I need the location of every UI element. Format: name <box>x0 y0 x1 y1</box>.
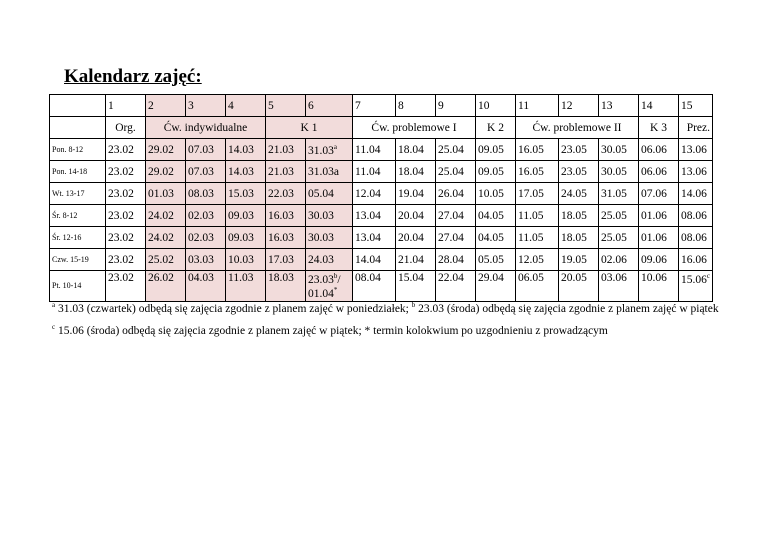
cell-value: 12.04 <box>355 187 381 200</box>
cell-value: 23.02 <box>108 253 134 266</box>
col-number: 1 <box>106 95 146 117</box>
cell-value: 13.04 <box>355 231 381 244</box>
table-cell <box>266 183 306 205</box>
table-row <box>50 227 713 249</box>
table-cell <box>679 183 713 205</box>
section-org: Org. <box>106 117 146 139</box>
table-cell <box>436 139 476 161</box>
cell-value: 02.03 <box>188 209 214 222</box>
cell-value: 24.02 <box>148 231 174 244</box>
section-cw-problemowe-2: Ćw. problemowe II <box>516 117 639 139</box>
table-cell <box>559 139 599 161</box>
table-cell <box>396 161 436 183</box>
table-cell <box>226 205 266 227</box>
cell-value: 09.03 <box>228 209 254 222</box>
table-cell <box>516 139 559 161</box>
section-prez: Prez. <box>679 117 713 139</box>
table-cell <box>266 161 306 183</box>
table-cell <box>226 183 266 205</box>
table-row <box>50 139 713 161</box>
table-cell <box>516 227 559 249</box>
cell-value: 11.05 <box>518 231 544 244</box>
footnote-mark-a: a <box>52 301 56 309</box>
schedule-table <box>49 94 713 302</box>
cell-value: 10.06 <box>641 272 667 284</box>
col-number: 13 <box>599 95 639 117</box>
table-cell <box>599 205 639 227</box>
cell-value: 05.05 <box>478 253 504 266</box>
table-cell <box>266 249 306 271</box>
table-cell <box>106 227 146 249</box>
cell-value: 03.06 <box>601 272 627 284</box>
table-cell <box>516 183 559 205</box>
col-number: 2 <box>146 95 186 117</box>
table-cell <box>516 249 559 271</box>
row-day-label: Pt. 10-14 <box>50 271 106 302</box>
table-cell <box>436 227 476 249</box>
cell-separator: / <box>337 273 341 286</box>
footnote-line-2 <box>52 318 719 340</box>
cell-value: 31.03a <box>308 165 339 178</box>
col-number: 10 <box>476 95 516 117</box>
table-cell <box>106 161 146 183</box>
cell-value: 17.05 <box>518 187 544 200</box>
cell-value: 16.03 <box>268 231 294 244</box>
table-cell <box>353 161 396 183</box>
footnote-line-1 <box>52 296 719 318</box>
table-row <box>50 161 713 183</box>
section-k2: K 2 <box>476 117 516 139</box>
table-cell <box>226 161 266 183</box>
table-cell <box>396 205 436 227</box>
cell-value: 25.04 <box>438 165 464 178</box>
col-number: 15 <box>679 95 713 117</box>
cell-value: 10.05 <box>478 187 504 200</box>
table-cell <box>186 227 226 249</box>
table-cell <box>186 161 226 183</box>
cell-value: 10.03 <box>228 253 254 266</box>
cell-value: 08.04 <box>355 272 381 284</box>
table-cell <box>186 249 226 271</box>
cell-value: 09.05 <box>478 165 504 178</box>
cell-value: 24.02 <box>148 209 174 222</box>
cell-value: 30.05 <box>601 165 627 178</box>
footnote-ref: c <box>706 272 710 280</box>
table-cell <box>266 227 306 249</box>
table-cell <box>186 183 226 205</box>
row-day-label: Śr. 12-16 <box>50 227 106 249</box>
cell-value: 30.03 <box>308 209 334 222</box>
table-cell <box>146 227 186 249</box>
col-number: 3 <box>186 95 226 117</box>
cell-value: 20.05 <box>561 272 587 284</box>
cell-value: 08.03 <box>188 187 214 200</box>
cell-value: 06.06 <box>641 165 667 178</box>
cell-value: 29.02 <box>148 165 174 178</box>
cell-value: 14.03 <box>228 165 254 178</box>
table-cell <box>306 227 353 249</box>
cell-value: 04.05 <box>478 231 504 244</box>
header-corner <box>50 117 106 139</box>
table-cell <box>306 183 353 205</box>
cell-value: 27.04 <box>438 231 464 244</box>
cell-value: 01.03 <box>148 187 174 200</box>
table-cell <box>559 227 599 249</box>
cell-value: 24.03 <box>308 253 334 266</box>
table-cell <box>476 249 516 271</box>
table-cell <box>599 139 639 161</box>
cell-value: 13.04 <box>355 209 381 222</box>
footnote-text-a: 31.03 (czwartek) odbędą się zajęcia zgodnie z planem zajęć w poniedziałek; <box>55 302 412 315</box>
cell-value: 21.03 <box>268 143 294 156</box>
cell-value: 23.05 <box>561 143 587 156</box>
page-title: Kalendarz zajęć: <box>64 66 202 87</box>
table-cell <box>306 161 353 183</box>
cell-value: 29.04 <box>478 272 504 284</box>
table-cell <box>639 249 679 271</box>
cell-value: 25.05 <box>601 231 627 244</box>
header-row-sections <box>50 117 713 139</box>
cell-value: 04.03 <box>188 272 214 284</box>
table-cell <box>639 183 679 205</box>
table-cell <box>226 139 266 161</box>
table-cell <box>476 205 516 227</box>
footnote-mark-b: b <box>411 301 416 309</box>
col-number: 14 <box>639 95 679 117</box>
table-cell <box>353 183 396 205</box>
table-cell <box>516 161 559 183</box>
footnote-mark-c: c <box>52 322 56 331</box>
cell-value: 21.04 <box>398 253 424 266</box>
cell-value: 18.05 <box>561 231 587 244</box>
table-cell <box>266 205 306 227</box>
cell-value: 15.06 <box>681 273 707 286</box>
header-corner <box>50 95 106 117</box>
table-cell <box>226 227 266 249</box>
cell-value: 02.03 <box>188 231 214 244</box>
table-cell <box>306 249 353 271</box>
cell-value: 26.04 <box>438 187 464 200</box>
cell-value: 26.02 <box>148 272 174 284</box>
cell-value: 27.04 <box>438 209 464 222</box>
cell-value: 16.05 <box>518 143 544 156</box>
cell-value: 21.03 <box>268 165 294 178</box>
cell-value: 08.06 <box>681 231 707 244</box>
cell-value: 06.05 <box>518 272 544 284</box>
table-cell <box>146 249 186 271</box>
table-cell <box>599 249 639 271</box>
table-cell <box>559 161 599 183</box>
col-number: 6 <box>306 95 353 117</box>
row-day-label: Pon. 14-18 <box>50 161 106 183</box>
footnote-ref: b <box>333 272 338 280</box>
table-cell <box>679 205 713 227</box>
row-day-label: Śr. 8-12 <box>50 205 106 227</box>
cell-value: 23.02 <box>108 209 134 222</box>
cell-value: 09.06 <box>641 253 667 266</box>
col-number: 5 <box>266 95 306 117</box>
cell-value: 13.06 <box>681 143 707 156</box>
table-row <box>50 183 713 205</box>
table-cell <box>476 161 516 183</box>
table-cell <box>639 161 679 183</box>
cell-value: 16.03 <box>268 209 294 222</box>
cell-value: 18.05 <box>561 209 587 222</box>
table-cell <box>306 205 353 227</box>
table-cell <box>599 227 639 249</box>
col-number: 9 <box>436 95 476 117</box>
cell-value: 28.04 <box>438 253 464 266</box>
cell-value: 25.02 <box>148 253 174 266</box>
footnote-ref: * <box>333 285 338 294</box>
cell-value: 30.05 <box>601 143 627 156</box>
cell-value: 14.03 <box>228 143 254 156</box>
table-cell <box>396 227 436 249</box>
table-cell <box>106 249 146 271</box>
table-cell <box>106 183 146 205</box>
table-cell <box>476 139 516 161</box>
cell-value: 17.03 <box>268 253 294 266</box>
cell-value: 11.04 <box>355 143 381 156</box>
table-cell <box>436 205 476 227</box>
table-cell <box>226 249 266 271</box>
table-cell <box>306 139 353 161</box>
cell-value: 06.06 <box>641 143 667 156</box>
cell-value: 19.05 <box>561 253 587 266</box>
table-cell <box>476 183 516 205</box>
cell-value: 19.04 <box>398 187 424 200</box>
footnote-ref: a <box>333 142 337 151</box>
cell-value: 07.03 <box>188 165 214 178</box>
cell-value: 05.04 <box>308 187 334 200</box>
table-cell <box>639 205 679 227</box>
cell-value: 18.04 <box>398 143 424 156</box>
table-cell <box>146 139 186 161</box>
cell-value: 11.05 <box>518 209 544 222</box>
cell-value: 15.04 <box>398 272 424 284</box>
col-number: 7 <box>353 95 396 117</box>
section-cw-problemowe-1: Ćw. problemowe I <box>353 117 476 139</box>
cell-value: 11.04 <box>355 165 381 178</box>
table-cell <box>146 161 186 183</box>
cell-value: 23.02 <box>108 231 134 244</box>
section-cw-indywidualne: Ćw. indywidualne <box>146 117 266 139</box>
row-day-label: Wt. 13-17 <box>50 183 106 205</box>
row-day-label: Pon. 8-12 <box>50 139 106 161</box>
col-number: 12 <box>559 95 599 117</box>
footnote-text-b: 23.03 (środa) odbędą się zajęcia zgodnie z planem zajęć w piątek <box>415 302 719 315</box>
header-row-numbers <box>50 95 713 117</box>
table-cell <box>353 227 396 249</box>
cell-value: 22.04 <box>438 272 464 284</box>
table-cell <box>396 139 436 161</box>
cell-value-line2: 01.04 <box>308 287 334 300</box>
cell-value: 14.04 <box>355 253 381 266</box>
table-cell <box>353 249 396 271</box>
cell-value: 23.02 <box>108 165 134 178</box>
table-cell <box>599 183 639 205</box>
cell-value: 20.04 <box>398 209 424 222</box>
table-cell <box>516 205 559 227</box>
table-cell <box>436 161 476 183</box>
table-cell <box>679 227 713 249</box>
table-cell <box>639 139 679 161</box>
table-cell <box>679 161 713 183</box>
table-cell <box>679 139 713 161</box>
cell-value: 15.03 <box>228 187 254 200</box>
cell-value: 23.02 <box>108 272 134 284</box>
cell-value: 02.06 <box>601 253 627 266</box>
cell-value: 23.02 <box>108 143 134 156</box>
cell-value: 11.03 <box>228 272 254 284</box>
cell-value: 25.04 <box>438 143 464 156</box>
table-cell <box>353 139 396 161</box>
section-k1: K 1 <box>266 117 353 139</box>
footnotes <box>52 296 719 340</box>
cell-value: 18.03 <box>268 272 294 284</box>
table-cell <box>639 227 679 249</box>
cell-value: 01.06 <box>641 209 667 222</box>
cell-value: 18.04 <box>398 165 424 178</box>
table-cell <box>476 227 516 249</box>
cell-value: 24.05 <box>561 187 587 200</box>
cell-value: 23.05 <box>561 165 587 178</box>
table-cell <box>679 249 713 271</box>
cell-value: 07.06 <box>641 187 667 200</box>
table-cell <box>353 205 396 227</box>
col-number: 8 <box>396 95 436 117</box>
cell-value: 14.06 <box>681 187 707 200</box>
table-cell <box>146 205 186 227</box>
cell-value: 25.05 <box>601 209 627 222</box>
table-cell <box>186 205 226 227</box>
table-cell <box>436 183 476 205</box>
cell-value: 16.06 <box>681 253 707 266</box>
table-row <box>50 249 713 271</box>
cell-value: 30.03 <box>308 231 334 244</box>
cell-value: 09.05 <box>478 143 504 156</box>
cell-value: 09.03 <box>228 231 254 244</box>
cell-value: 12.05 <box>518 253 544 266</box>
cell-value: 31.05 <box>601 187 627 200</box>
footnote-text-c: 15.06 (środa) odbędą się zajęcia zgodnie z planem zajęć w piątek; * termin kolokwium po uzgodnieniu z prowadzącym <box>55 324 608 337</box>
table-cell <box>559 183 599 205</box>
section-k3: K 3 <box>639 117 679 139</box>
table-cell <box>559 249 599 271</box>
table-cell <box>559 205 599 227</box>
table-cell <box>599 161 639 183</box>
table-cell <box>266 139 306 161</box>
table-cell <box>436 249 476 271</box>
cell-value: 22.03 <box>268 187 294 200</box>
cell-value: 31.03 <box>308 144 334 157</box>
cell-value: 23.03 <box>308 273 334 286</box>
table-cell <box>396 249 436 271</box>
table-row <box>50 205 713 227</box>
row-day-label: Czw. 15-19 <box>50 249 106 271</box>
col-number: 4 <box>226 95 266 117</box>
cell-value: 29.02 <box>148 143 174 156</box>
table-cell <box>106 139 146 161</box>
cell-value: 04.05 <box>478 209 504 222</box>
cell-value: 13.06 <box>681 165 707 178</box>
table-cell <box>396 183 436 205</box>
cell-value: 20.04 <box>398 231 424 244</box>
table-cell <box>106 205 146 227</box>
cell-value: 03.03 <box>188 253 214 266</box>
cell-value: 23.02 <box>108 187 134 200</box>
cell-value: 08.06 <box>681 209 707 222</box>
table-cell <box>186 139 226 161</box>
col-number: 11 <box>516 95 559 117</box>
cell-value: 01.06 <box>641 231 667 244</box>
cell-value: 07.03 <box>188 143 214 156</box>
table-cell <box>146 183 186 205</box>
cell-value: 16.05 <box>518 165 544 178</box>
